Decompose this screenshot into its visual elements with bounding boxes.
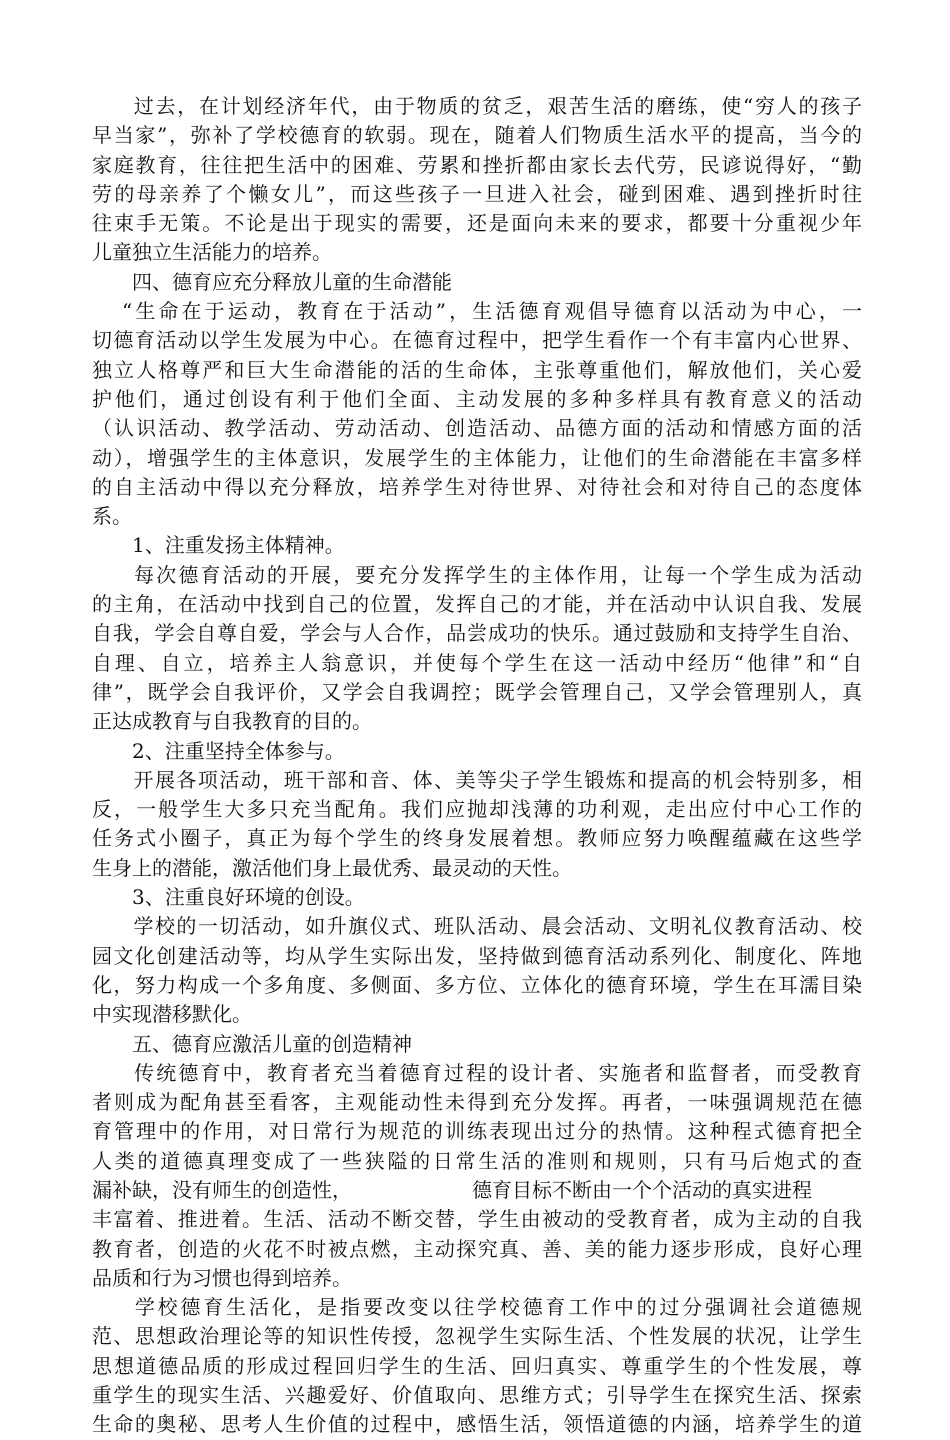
line-text: 2、注重坚持全体参与。: [132, 738, 345, 763]
text-line: [92, 619, 862, 648]
line-text: 正达成教育与自我教育的目的。: [92, 709, 372, 734]
text-line: [92, 854, 862, 883]
text-line: [92, 473, 862, 502]
text-line: [92, 942, 862, 971]
text-line: [92, 1205, 862, 1234]
line-text: 五、德育应激活儿童的创造精神: [132, 1031, 412, 1056]
line-text: 系。: [92, 504, 132, 529]
text-line: [92, 326, 862, 355]
line-text: 的自主活动中得以充分释放，培养学生对待世界、对待社会和对待自己的态度体: [92, 474, 862, 499]
text-line: [92, 737, 862, 766]
text-line: [92, 356, 862, 385]
text-line: [92, 971, 862, 1000]
text-line: [92, 912, 862, 941]
line-text: 学校的一切活动，如升旗仪式、班队活动、晨会活动、文明礼仪教育活动、校: [132, 914, 862, 939]
text-line: [92, 1410, 862, 1439]
line-text: 护他们，通过创设有利于他们全面、主动发展的多种多样具有教育意义的活动: [92, 386, 862, 411]
line-text: 丰富着、推进着。生活、活动不断交替，学生由被动的受教育者，成为主动的自我: [92, 1207, 862, 1232]
line-text: 范、思想政治理论等的知识性传授，忽视学生实际生活、个性发展的状况，让学生: [92, 1324, 862, 1349]
line-text: 中实现潜移默化。: [92, 1002, 252, 1027]
text-line: [92, 883, 862, 912]
line-text: 开展各项活动，班干部和音、体、美等尖子学生锻炼和提高的机会特别多，相: [132, 767, 862, 792]
line-text: 的主角，在活动中找到自己的位置，发挥自己的才能，并在活动中认识自我、发展: [92, 592, 862, 617]
text-line: [92, 1352, 862, 1381]
line-text: （认识活动、教学活动、劳动活动、创造活动、品德方面的活动和情感方面的活: [92, 416, 862, 441]
text-line: [92, 766, 862, 795]
text-line: [92, 92, 862, 121]
text-line: [92, 297, 862, 326]
text-line: [92, 1293, 862, 1322]
line-text: 动），增强学生的主体意识，发展学生的主体能力，让他们的生命潜能在丰富多样: [92, 445, 862, 470]
line-text-continued: 德育目标不断由一个个活动的真实进程: [472, 1177, 812, 1202]
line-text: 思想道德品质的形成过程回归学生的生活、回归真实、尊重学生的个性发展，尊: [92, 1353, 862, 1378]
text-line: [92, 824, 862, 853]
line-text: 反，一般学生大多只充当配角。我们应抛却浅薄的功利观，走出应付中心工作的: [92, 797, 862, 822]
line-text: 教育者，创造的火花不时被点燃，主动探究真、善、美的能力逐步形成，良好心理: [92, 1236, 862, 1261]
text-line: [92, 561, 862, 590]
line-text: 人类的道德真理变成了一些狭隘的日常生活的准则和规则，只有马后炮式的查: [92, 1148, 862, 1173]
line-text: 过去，在计划经济年代，由于物质的贫乏，艰苦生活的磨练，使“穷人的孩子: [132, 94, 862, 118]
line-text: 早当家”，弥补了学校德育的软弱。现在，随着人们物质生活水平的提高，当今的: [92, 123, 862, 148]
line-text: 学校德育生活化，是指要改变以往学校德育工作中的过分强调社会道德规: [132, 1295, 862, 1320]
text-line: [92, 649, 862, 678]
line-text: 1、注重发扬主体精神。: [132, 533, 345, 558]
line-text: 育管理中的作用，对日常行为规范的训练表现出过分的热情。这种程式德育把全: [92, 1119, 862, 1144]
text-line: [92, 1264, 862, 1293]
text-line: [92, 590, 862, 619]
line-text: 者则成为配角甚至看客，主观能动性未得到充分发挥。再者，一味强调规范在德: [92, 1090, 862, 1115]
text-line: [92, 1088, 862, 1117]
line-text: 独立人格尊严和巨大生命潜能的活的生命体，主张尊重他们，解放他们，关心爱: [92, 357, 862, 382]
line-text: 生身上的潜能，激活他们身上最优秀、最灵动的天性。: [92, 855, 572, 880]
text-line: [92, 121, 862, 150]
text-line: [92, 1322, 862, 1351]
text-line: [92, 707, 862, 736]
line-text: 儿童独立生活能力的培养。: [92, 240, 332, 265]
line-text: 化，努力构成一个多角度、多侧面、多方位、立体化的德育环境，学生在耳濡目染: [92, 972, 862, 997]
line-text: 劳的母亲养了个懒女儿”，而这些孩子一旦进入社会，碰到困难、遇到挫折时往: [92, 181, 862, 206]
text-line: [92, 795, 862, 824]
line-text: 生命的奥秘、思考人生价值的过程中，感悟生活，领悟道德的内涵，培养学生的道: [92, 1412, 862, 1437]
line-text: 切德育活动以学生发展为中心。在德育过程中，把学生看作一个有丰富内心世界、: [92, 328, 862, 353]
text-line: [92, 1000, 862, 1029]
line-text: 四、德育应充分释放儿童的生命潜能: [132, 269, 452, 294]
line-text: “生命在于运动，教育在于活动”，生活德育观倡导德育以活动为中心，一: [122, 299, 862, 324]
line-text: 每次德育活动的开展，要充分发挥学生的主体作用，让每一个学生成为活动: [132, 562, 862, 587]
text-line: [92, 1147, 862, 1176]
line-text: 3、注重良好环境的创设。: [132, 885, 365, 910]
line-text: 自我，学会自尊自爱，学会与人合作，品尝成功的快乐。通过鼓励和支持学生自治、: [92, 621, 862, 646]
text-line: [92, 444, 862, 473]
line-text: 品质和行为习惯也得到培养。: [92, 1265, 352, 1290]
text-line: [92, 1059, 862, 1088]
text-line: [92, 1030, 862, 1059]
text-line: [92, 1117, 862, 1146]
line-text: 律”，既学会自我评价，又学会自我调控；既学会管理自己，又学会管理别人，真: [92, 679, 862, 704]
line-text: 家庭教育，往往把生活中的困难、劳累和挫折都由家长去代劳，民谚说得好，“勤: [92, 152, 862, 177]
text-line: [92, 1235, 862, 1264]
line-text: 园文化创建活动等，均从学生实际出发，坚持做到德育活动系列化、制度化、阵地: [92, 943, 862, 968]
text-line: [92, 180, 862, 209]
document-body: [92, 92, 862, 1440]
text-line: [92, 531, 862, 560]
line-text: 重学生的现实生活、兴趣爱好、价值取向、思维方式；引导学生在探究生活、探索: [92, 1383, 862, 1408]
text-line: [92, 678, 862, 707]
line-text: 传统德育中，教育者充当着德育过程的设计者、实施者和监督者，而受教育: [132, 1060, 862, 1085]
text-line: [92, 238, 862, 267]
line-text: 任务式小圈子，真正为每个学生的终身发展着想。教师应努力唤醒蕴藏在这些学: [92, 826, 862, 851]
text-line: [92, 209, 862, 238]
text-line: [92, 268, 862, 297]
text-line: [92, 1176, 862, 1205]
line-text: 往束手无策。不论是出于现实的需要，还是面向未来的要求，都要十分重视少年: [92, 211, 862, 236]
line-text: 漏补缺，没有师生的创造性，: [92, 1177, 352, 1202]
text-line: [92, 502, 862, 531]
text-line: [92, 1381, 862, 1410]
text-line: [92, 414, 862, 443]
text-line: [92, 385, 862, 414]
line-text: 自理、自立，培养主人翁意识，并使每个学生在这一活动中经历“他律”和“自: [92, 650, 862, 675]
text-line: [92, 151, 862, 180]
